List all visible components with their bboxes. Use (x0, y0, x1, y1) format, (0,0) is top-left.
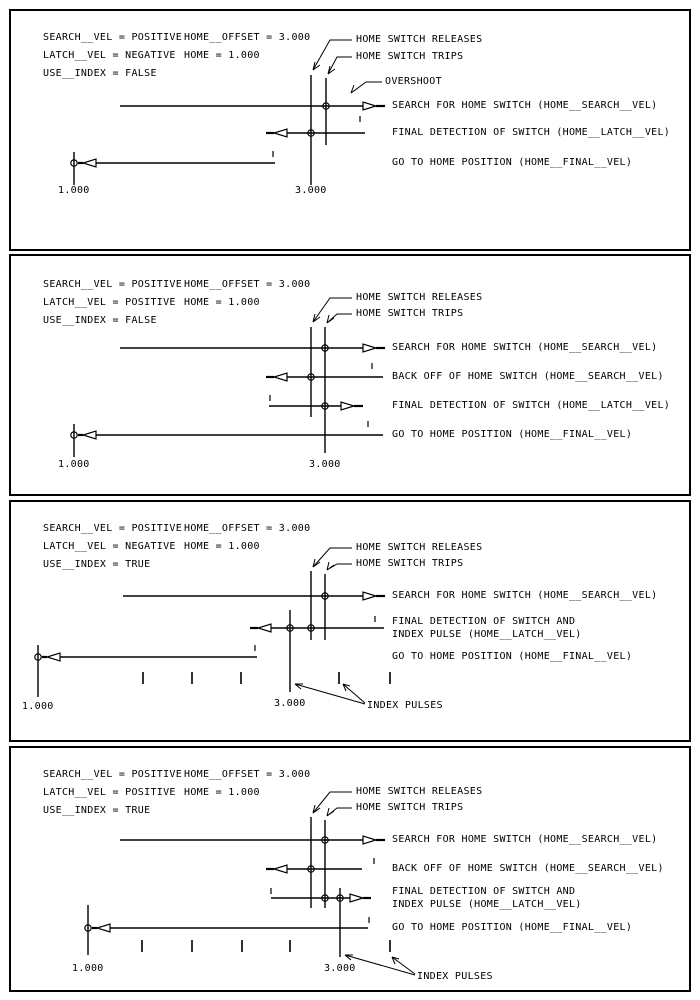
step-label: SEARCH FOR HOME SWITCH (HOME__SEARCH__VEL) (392, 342, 658, 353)
param-search-vel: SEARCH__VEL = POSITIVE (43, 32, 183, 43)
callout-releases-label: HOME SWITCH RELEASES (356, 542, 483, 553)
param-home: HOME = 1.000 (184, 50, 260, 61)
step-label: GO TO HOME POSITION (HOME__FINAL__VEL) (392, 922, 633, 933)
step-label: SEARCH FOR HOME SWITCH (HOME__SEARCH__VEL) (392, 590, 658, 601)
axis-offset-label: 3.000 (295, 185, 327, 196)
arrow-right-icon (350, 894, 363, 902)
param-use-index: USE__INDEX = FALSE (43, 315, 157, 326)
param-home: HOME = 1.000 (184, 787, 260, 798)
arrow-right-icon (341, 402, 354, 410)
arrow-left-icon (274, 865, 287, 873)
axis-home-label: 1.000 (58, 459, 90, 470)
arrow-left-icon (83, 431, 96, 439)
callout-overshoot-label: OVERSHOOT (385, 76, 442, 87)
param-latch-vel: LATCH__VEL = NEGATIVE (43, 541, 176, 552)
callout-releases-label: HOME SWITCH RELEASES (356, 34, 483, 45)
step-label: GO TO HOME POSITION (HOME__FINAL__VEL) (392, 429, 633, 440)
param-home: HOME = 1.000 (184, 541, 260, 552)
panel-3-linework (35, 548, 390, 704)
index-pulses-label: INDEX PULSES (417, 971, 493, 982)
step-label: INDEX PULSE (HOME__LATCH__VEL) (392, 629, 582, 640)
arrow-left-icon (83, 159, 96, 167)
callout-releases-label: HOME SWITCH RELEASES (356, 292, 483, 303)
axis-home-label: 1.000 (22, 701, 54, 712)
param-use-index: USE__INDEX = FALSE (43, 68, 157, 79)
param-search-vel: SEARCH__VEL = POSITIVE (43, 769, 183, 780)
param-search-vel: SEARCH__VEL = POSITIVE (43, 523, 183, 534)
arrow-left-icon (274, 373, 287, 381)
arrow-right-icon (363, 344, 376, 352)
param-home-offset: HOME__OFFSET = 3.000 (184, 523, 311, 534)
param-latch-vel: LATCH__VEL = POSITIVE (43, 787, 176, 798)
step-label: FINAL DETECTION OF SWITCH AND (392, 886, 576, 897)
axis-home-label: 1.000 (58, 185, 90, 196)
callout-trips-label: HOME SWITCH TRIPS (356, 558, 464, 569)
arrow-right-icon (363, 102, 376, 110)
step-label: BACK OFF OF HOME SWITCH (HOME__SEARCH__VEL) (392, 863, 664, 874)
callout-releases-label: HOME SWITCH RELEASES (356, 786, 483, 797)
arrow-right-icon (363, 592, 376, 600)
param-home-offset: HOME__OFFSET = 3.000 (184, 32, 311, 43)
param-latch-vel: LATCH__VEL = NEGATIVE (43, 50, 176, 61)
callout-trips-label: HOME SWITCH TRIPS (356, 308, 464, 319)
step-label: GO TO HOME POSITION (HOME__FINAL__VEL) (392, 651, 633, 662)
arrow-left-icon (97, 924, 110, 932)
step-label: INDEX PULSE (HOME__LATCH__VEL) (392, 899, 582, 910)
param-search-vel: SEARCH__VEL = POSITIVE (43, 279, 183, 290)
step-label: FINAL DETECTION OF SWITCH AND (392, 616, 576, 627)
step-label: SEARCH FOR HOME SWITCH (HOME__SEARCH__VEL) (392, 834, 658, 845)
param-home: HOME = 1.000 (184, 297, 260, 308)
param-use-index: USE__INDEX = TRUE (43, 805, 151, 816)
arrow-left-icon (258, 624, 271, 632)
step-label: FINAL DETECTION OF SWITCH (HOME__LATCH__VEL) (392, 127, 671, 138)
index-pulses-label: INDEX PULSES (367, 700, 443, 711)
index-pulse-ticks (143, 672, 390, 684)
axis-home-label: 1.000 (72, 963, 104, 974)
arrow-left-icon (47, 653, 60, 661)
axis-offset-label: 3.000 (309, 459, 341, 470)
param-latch-vel: LATCH__VEL = POSITIVE (43, 297, 176, 308)
param-home-offset: HOME__OFFSET = 3.000 (184, 769, 311, 780)
step-label: GO TO HOME POSITION (HOME__FINAL__VEL) (392, 157, 633, 168)
callout-trips-label: HOME SWITCH TRIPS (356, 802, 464, 813)
param-use-index: USE__INDEX = TRUE (43, 559, 151, 570)
arrow-left-icon (274, 129, 287, 137)
index-pulse-ticks (142, 940, 390, 952)
param-home-offset: HOME__OFFSET = 3.000 (184, 279, 311, 290)
callout-trips-label: HOME SWITCH TRIPS (356, 51, 464, 62)
step-label: SEARCH FOR HOME SWITCH (HOME__SEARCH__VEL) (392, 100, 658, 111)
step-label: BACK OFF OF HOME SWITCH (HOME__SEARCH__VEL) (392, 371, 664, 382)
step-label: FINAL DETECTION OF SWITCH (HOME__LATCH__VEL) (392, 400, 671, 411)
axis-offset-label: 3.000 (274, 698, 306, 709)
axis-offset-label: 3.000 (324, 963, 356, 974)
arrow-right-icon (363, 836, 376, 844)
panel-4-linework (85, 792, 415, 975)
